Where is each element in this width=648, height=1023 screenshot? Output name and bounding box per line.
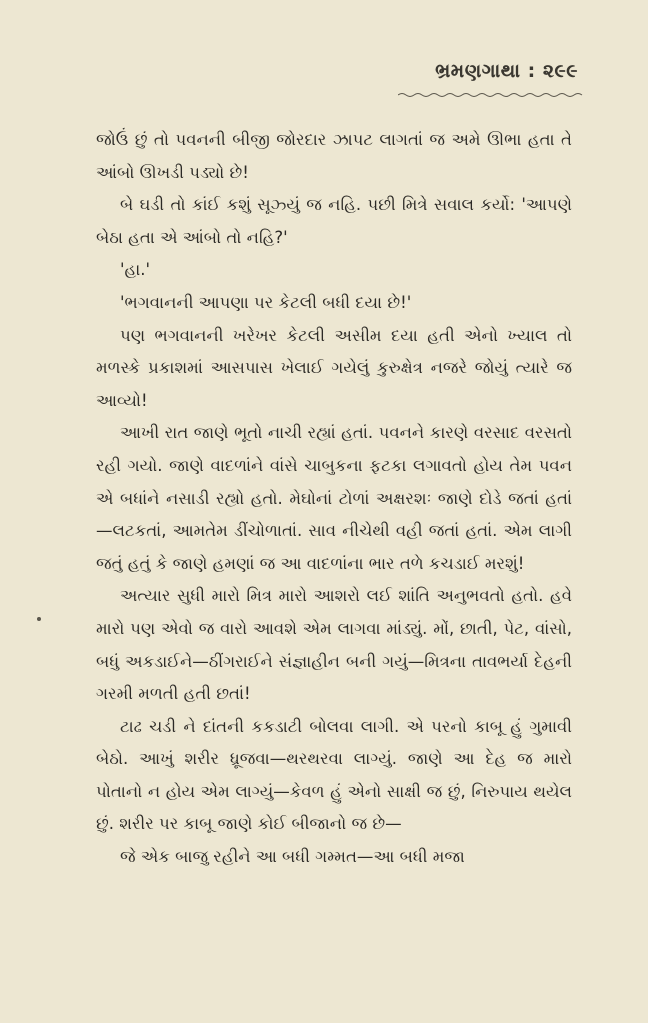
paragraph: 'ભગવાનની આપણા પર કેટલી બધી દયા છે!' xyxy=(120,292,412,312)
header-wavy-rule xyxy=(398,92,584,98)
paragraph: ટાઢ ચડી ને દાંતની કકડાટી બોલવા લાગી. એ પરનો કાબૂ હું ગુમાવી બેઠો. આખું શરીર ધ્રૂજવા—થરથરવા લાગ્યું. જાણે આ દેહ જ મારો પોતાનો ન હોય એમ લાગ્યું—કેવળ હું એનો સાક્ષી જ છું, નિરુપાય થયેલ છું. શરીર પર કાબૂ જાણે કોઈ બીજાનો જ છે— xyxy=(96,716,572,834)
paragraph: જે એક બાજુ રહીને આ બધી ગમ્મત—આ બધી મજા xyxy=(120,847,465,867)
paragraph: જોઉં છું તો પવનની બીજી જોરદાર ઝાપટ લાગતાં જ અમે ઊભા હતા તે આંબો ઊખડી પડ્યો છે! xyxy=(96,130,572,182)
running-head: ભ્રમણગાથા : ૨૯૯ xyxy=(435,60,578,82)
paragraph: અત્યાર સુધી મારો મિત્ર મારો આશરો લઈ શાંતિ અનુભવતો હતો. હવે મારો પણ એવો જ વારો આવશે એમ લાગવા માંડ્યું. મોં, છાતી, પેટ, વાંસો, બધું અકડાઈને—ઠીંગરાઈને સંજ્ઞાહીન બની ગયું—મિત્રના તાવભર્યા દેહની ગરમી મળતી હતી છતાં! xyxy=(96,586,572,704)
print-speck xyxy=(37,617,41,621)
paragraph: 'હા.' xyxy=(120,260,151,280)
body-text xyxy=(96,124,572,874)
paragraph: બે ઘડી તો કાંઈ કશું સૂઝ્યું જ નહિ. પછી મિત્રે સવાલ કર્યો: 'આપણે બેઠા હતા એ આંબો તો નહિ?' xyxy=(96,195,572,247)
paragraph: આખી રાત જાણે ભૂતો નાચી રહ્યાં હતાં. પવનને કારણે વરસાદ વરસતો રહી ગયો. જાણે વાદળાંને વાંસે ચાબુકના ફટકા લગાવતો હોય તેમ પવન એ બધાંને નસાડી રહ્યો હતો. મેઘોનાં ટોળાં અક્ષરશઃ જાણે દોડે જતાં હતાં—લટકતાં, આમતેમ ડીંચોળાતાં. સાવ નીચેથી વહી જતાં હતાં. એમ લાગી જતું હતું કે જાણે હમણાં જ આ વાદળાંના ભાર તળે કચડાઈ મરશું! xyxy=(96,423,572,573)
paragraph: પણ ભગવાનની ખરેખર કેટલી અસીમ દયા હતી એનો ખ્યાલ તો મળસ્કે પ્રકાશમાં આસપાસ ખેલાઈ ગયેલું કુરુક્ષેત્ર નજરે જોયું ત્યારે જ આવ્યો! xyxy=(96,325,572,410)
